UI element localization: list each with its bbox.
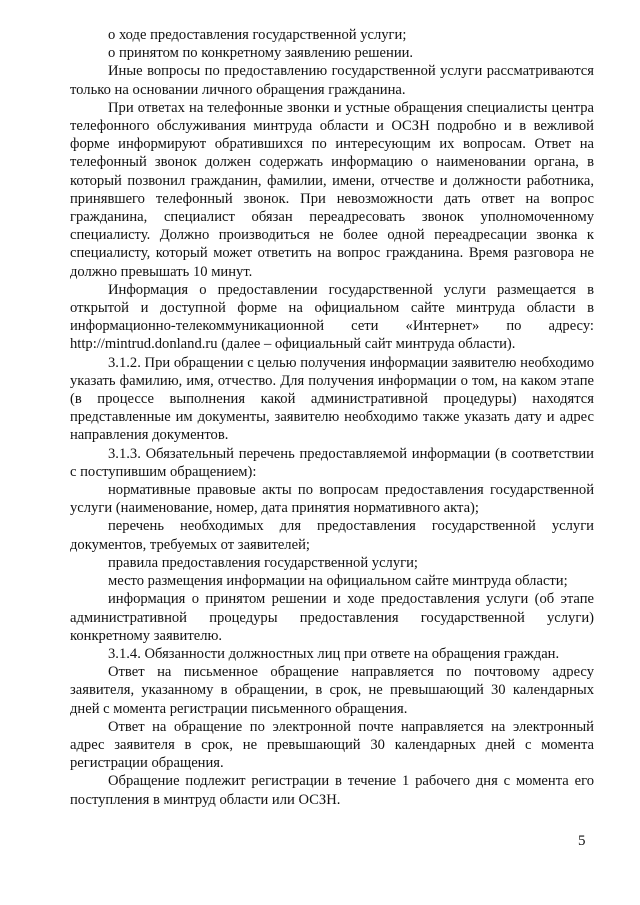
paragraph-3-1-3: 3.1.3. Обязательный перечень предоставляемой информации (в соответствии с поступившим обращением): xyxy=(70,445,594,480)
paragraph-3-1-4: 3.1.4. Обязанности должностных лиц при ответе на обращения граждан. xyxy=(108,645,560,662)
paragraph-written-reply: Ответ на письменное обращение направляется по почтовому адресу заявителя, указанному в обращении, в срок, не превышающий 30 календарных дней с момента регистрации письменного обращения. xyxy=(70,664,594,717)
paragraph-registration: Обращение подлежит регистрации в течение 1 рабочего дня с момента его поступления в минтруд области или ОСЗН. xyxy=(70,773,594,808)
paragraph-other-questions: Иные вопросы по предоставлению государственной услуги рассматриваются только на основании личного обращения гражданина. xyxy=(70,63,594,98)
paragraph-website-info: Информация о предоставлении государственной услуги размещается в открытой и доступной форме на официальном сайте минтруда области в информационно-телекоммуникационной сети «Интернет» по адресу: http://mintrud.donland.ru (далее – официальный сайт минтруда области). xyxy=(70,281,594,353)
list-item-legal-acts: нормативные правовые акты по вопросам предоставления государственной услуги (наименование, номер, дата принятия нормативного акта); xyxy=(70,482,594,517)
list-item-documents: перечень необходимых для предоставления государственной услуги документов, требуемых от заявителей; xyxy=(70,518,594,553)
list-item-decision: информация о принятом решении и ходе предоставления услуги (об этапе административной процедуры предоставления государственной услуги) конкретному заявителю. xyxy=(70,591,594,644)
page-number: 5 xyxy=(578,833,586,849)
paragraph-decision-info: о принятом по конкретному заявлению решении. xyxy=(108,45,414,62)
list-item-rules: правила предоставления государственной услуги; xyxy=(108,554,418,571)
list-item-website-location: место размещения информации на официальном сайте минтруда области; xyxy=(108,573,568,590)
paragraph-3-1-2: 3.1.2. При обращении с целью получения информации заявителю необходимо указать фамилию, имя, отчество. Для получения информации о том, на каком этапе (в процессе выполнения какой административной процедуры) находятся представленные им документы, заявителю необходимо также указать дату и адрес направления документов. xyxy=(70,354,594,444)
paragraph-phone-calls: При ответах на телефонные звонки и устные обращения специалисты центра телефонного обслуживания минтруда области и ОСЗН подробно и в вежливой форме информируют обратившихся по интересующим их вопросам. Ответ на телефонный звонок должен содержать информацию о наименовании органа, в который позвонил гражданин, фамилии, имени, отчестве и должности работника, принявшего телефонный звонок. При невозможности дать ответ на вопрос гражданина, специалист обязан переадресовать звонок уполномоченному специалисту. Должно производиться не более одной переадресации звонка к специалисту, который может ответить на вопрос гражданина. Время разговора не должно превышать 10 минут. xyxy=(70,99,594,280)
paragraph-email-reply: Ответ на обращение по электронной почте направляется на электронный адрес заявителя в срок, не превышающий 30 календарных дней с момента регистрации обращения. xyxy=(70,718,594,772)
document-body xyxy=(70,26,594,809)
paragraph-progress-info: о ходе предоставления государственной услуги; xyxy=(108,27,407,43)
